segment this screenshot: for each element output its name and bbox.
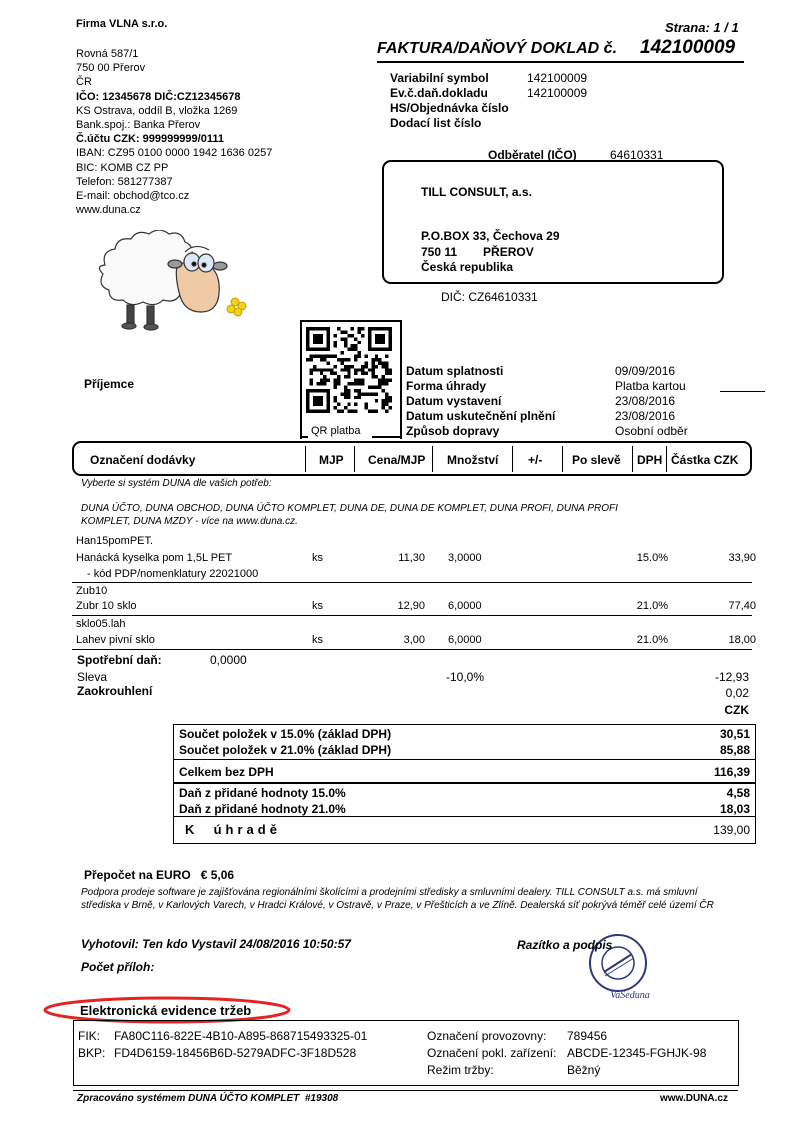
column-separator: [354, 446, 355, 472]
row-divider: [72, 649, 752, 650]
buyer-city: PŘEROV: [483, 244, 534, 259]
sales-mode-label: Režim tržby:: [427, 1063, 494, 1077]
row-divider: [72, 615, 752, 616]
fik-value: FA80C116-822E-4B10-A895-868715493325-01: [114, 1029, 368, 1043]
column-header-quantity: Množství: [447, 453, 499, 467]
footer-divider: [73, 1090, 738, 1091]
attachments-count: Počet příloh:: [81, 960, 155, 974]
item-vat: 15.0%: [636, 552, 668, 564]
buyer-dic: DIČ: CZ64610331: [441, 290, 538, 304]
promo-intro: Vyberte si systém DUNA dle vašich potřeb:: [81, 478, 272, 489]
seller-email: E-mail: obchod@tco.cz: [76, 190, 190, 203]
item-quantity: 6,0000: [448, 634, 482, 646]
qr-frame-corner: [372, 436, 400, 438]
footer-website-link[interactable]: www.DUNA.cz: [660, 1093, 728, 1104]
seller-bank: Bank.spoj.: Banka Přerov: [76, 119, 201, 132]
column-header-description: Označení dodávky: [90, 453, 196, 467]
qr-code-icon: [306, 327, 392, 413]
item-price: 3,00: [403, 634, 425, 646]
promo-products-line2: KOMPLET, DUNA MZDY - více na www.duna.cz.: [81, 516, 298, 527]
base-15-label: Součet položek v 15.0% (základ DPH): [179, 727, 392, 741]
seller-name: Firma VLNA s.r.o.: [76, 18, 168, 30]
meta-label-variable-symbol: Variabilní symbol: [390, 71, 489, 85]
item-name: Hanácká kyselka pom 1,5L PET: [76, 552, 233, 564]
seller-address-block: [76, 47, 272, 217]
column-separator: [305, 446, 306, 472]
summary-divider: [173, 759, 755, 760]
sheep-logo-icon: [85, 230, 255, 332]
item-price: 11,30: [398, 552, 425, 564]
column-header-amount: Částka CZK: [671, 453, 739, 467]
meta-label-tax-doc-number: Ev.č.daň.dokladu: [390, 86, 488, 100]
eet-title: Elektronická evidence tržeb: [80, 1003, 252, 1018]
base-15-value: 30,51: [719, 727, 750, 741]
item-code: sklo05.lah: [76, 618, 126, 630]
summary-divider: [173, 782, 755, 784]
stamp-signature: VaSeduna: [610, 990, 650, 1001]
document-number: 142100009: [640, 37, 736, 58]
support-text: Podpora prodeje software je zajišťována regionálními školícími a prodejními středisky a smluvními dealery. TILL CONSULT a.s. má smluvní střediska v Brně, v Karlových Varech, v Hradci Králové, v Ostravě, v Praze, v Přešticích a ve Zlíně. Dealerská síť pokrývá téměř celé území ČR: [81, 887, 714, 911]
bkp-label: BKP:: [78, 1046, 106, 1060]
page-number: Strana: 1 / 1: [665, 20, 739, 35]
item-code: Han15pomPET.: [76, 535, 154, 547]
sales-mode-value: Běžný: [567, 1063, 601, 1077]
divider: [720, 391, 765, 392]
currency-label: CZK: [724, 703, 749, 717]
stamp-signature-label: Razítko a podpis: [517, 938, 613, 952]
premises-label: Označení provozovny:: [427, 1029, 547, 1043]
column-separator: [512, 446, 513, 472]
column-separator: [666, 446, 667, 472]
meta-value-variable-symbol: 142100009: [527, 71, 588, 85]
total-due-value: 139,00: [713, 823, 750, 837]
item-price: 12,90: [397, 600, 425, 612]
buyer-ico: 64610331: [610, 148, 664, 162]
excise-tax-label: Spotřební daň:: [77, 653, 162, 667]
buyer-country: Česká republika: [421, 260, 514, 274]
footer-processed-by: Zpracováno systémem DUNA ÚČTO KOMPLET #19308: [77, 1093, 339, 1104]
qr-frame-corner: [300, 436, 308, 438]
buyer-street: P.O.BOX 33, Čechova 29: [421, 229, 560, 243]
column-header-adjust: +/-: [528, 453, 543, 467]
item-name: Zubr 10 sklo: [76, 600, 137, 612]
item-unit: ks: [312, 552, 323, 564]
item-quantity: 6,0000: [448, 600, 482, 612]
supply-date-label: Datum uskutečnění plnění: [406, 409, 556, 423]
seller-iban: IBAN: CZ95 0100 0000 1942 1636 0257: [76, 147, 273, 160]
seller-ids: IČO: 12345678 DIČ:CZ12345678: [76, 90, 241, 103]
discount-label: Sleva: [77, 670, 108, 684]
due-date-value: 09/09/2016: [615, 364, 676, 378]
excise-tax-value: 0,0000: [210, 653, 247, 667]
item-unit: ks: [312, 634, 323, 646]
document-title: FAKTURA/DAŇOVÝ DOKLAD č.: [377, 40, 618, 57]
issued-by: Vyhotovil: Ten kdo Vystavil 24/08/2016 10:50:57: [81, 937, 351, 951]
column-separator: [562, 446, 563, 472]
seller-account: Č.účtu CZK: 999999999/0111: [76, 133, 224, 146]
base-21-value: 85,88: [719, 743, 750, 757]
summary-divider: [173, 816, 755, 817]
register-value: ABCDE-12345-FGHJK-98: [567, 1046, 707, 1060]
net-total-label: Celkem bez DPH: [179, 765, 274, 779]
premises-value: 789456: [567, 1029, 608, 1043]
title-divider: [377, 61, 744, 63]
payment-method-label: Forma úhrady: [406, 379, 487, 393]
discount-percent: -10,0%: [446, 670, 485, 684]
seller-country: ČR: [76, 76, 92, 89]
column-separator: [632, 446, 633, 472]
item-vat: 21.0%: [636, 600, 668, 612]
meta-value-tax-doc-number: 142100009: [527, 86, 588, 100]
vat-15-value: 4,58: [726, 786, 750, 800]
buyer-ico-label: Odběratel (IČO): [488, 148, 577, 162]
rounding-label: Zaokrouhlení: [77, 684, 153, 698]
item-note: - kód PDP/nomenklatury 22021000: [87, 568, 259, 580]
seller-phone: Telefon: 581277387: [76, 175, 173, 188]
payment-method-value: Platba kartou: [615, 379, 686, 393]
item-unit: ks: [312, 600, 323, 612]
supply-date-value: 23/08/2016: [615, 409, 676, 423]
register-label: Označení pokl. zařízení:: [427, 1046, 557, 1060]
item-amount: 18,00: [728, 634, 756, 646]
seller-registry: KS Ostrava, oddíl B, vložka 1269: [76, 104, 238, 117]
meta-label-order-number: HS/Objednávka číslo: [390, 101, 509, 115]
column-separator: [432, 446, 433, 472]
issue-date-label: Datum vystavení: [406, 394, 502, 408]
seller-web: www.duna.cz: [76, 204, 141, 217]
vat-21-value: 18,03: [719, 802, 750, 816]
delivery-method-label: Způsob dopravy: [406, 424, 500, 438]
issue-date-value: 23/08/2016: [615, 394, 676, 408]
promo-products-line1: DUNA ÚČTO, DUNA OBCHOD, DUNA ÚČTO KOMPLET, DUNA DE, DUNA DE KOMPLET, DUNA PROFI, DUNA PROFI: [81, 503, 618, 514]
euro-conversion: Přepočet na EURO € 5,06: [84, 868, 235, 882]
recipient-label: Příjemce: [84, 377, 135, 391]
row-divider: [72, 582, 752, 583]
delivery-method-value: Osobní odběr: [615, 424, 688, 438]
qr-label: QR platba: [311, 425, 361, 437]
bkp-value: FD4D6159-18456B6D-5279ADFC-3F18D528: [114, 1046, 357, 1060]
item-amount: 77,40: [728, 600, 756, 612]
column-header-unit-price: Cena/MJP: [368, 453, 426, 467]
buyer-name: TILL CONSULT, a.s.: [421, 185, 532, 199]
item-quantity: 3,0000: [448, 552, 482, 564]
total-due-label: K úhradě: [185, 822, 281, 837]
column-header-unit: MJP: [319, 453, 344, 467]
item-vat: 21.0%: [636, 634, 668, 646]
seller-city: 750 00 Přerov: [76, 62, 146, 75]
column-header-vat: DPH: [637, 453, 663, 467]
discount-value: -12,93: [714, 670, 749, 684]
seller-street: Rovná 587/1: [76, 48, 139, 60]
vat-15-label: Daň z přidané hodnoty 15.0%: [179, 786, 346, 800]
base-21-label: Součet položek v 21.0% (základ DPH): [179, 743, 392, 757]
buyer-address: [421, 229, 560, 276]
item-name: Lahev pivní sklo: [76, 634, 155, 646]
item-amount: 33,90: [728, 552, 756, 564]
due-date-label: Datum splatnosti: [406, 364, 504, 378]
seller-bic: BIC: KOMB CZ PP: [76, 161, 169, 174]
buyer-zip-city: [421, 245, 560, 261]
fik-label: FIK:: [78, 1029, 101, 1043]
column-header-after-discount: Po slevě: [572, 453, 621, 467]
meta-label-delivery-note: Dodací list číslo: [390, 116, 482, 130]
buyer-zip: 750 11: [421, 244, 458, 259]
vat-21-label: Daň z přidané hodnoty 21.0%: [179, 802, 346, 816]
item-code: Zub10: [76, 585, 108, 597]
net-total-value: 116,39: [713, 765, 750, 779]
rounding-value: 0,02: [725, 686, 749, 700]
